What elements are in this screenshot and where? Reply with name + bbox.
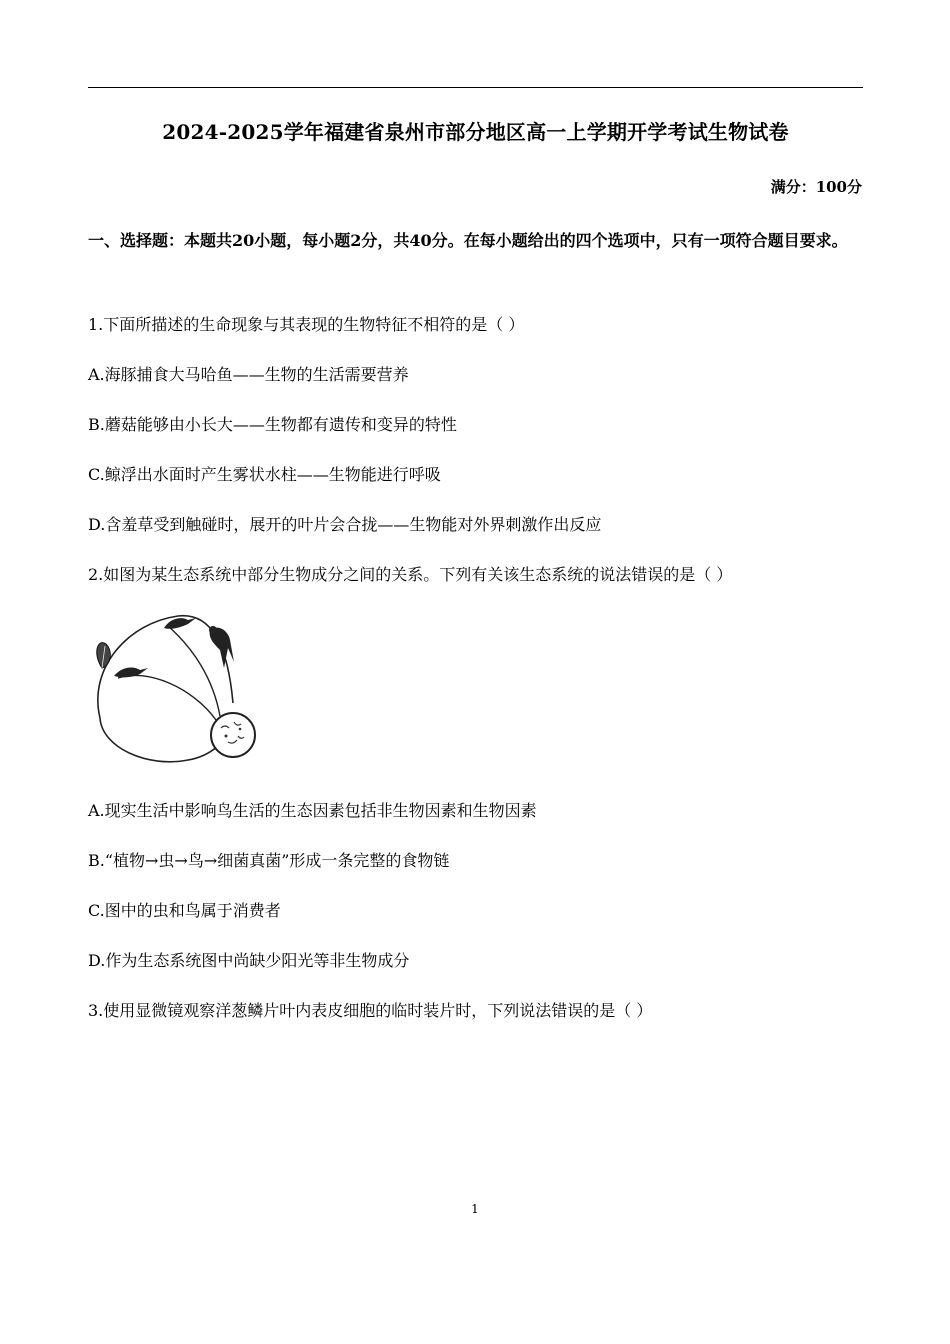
question-3-stem: 3.使用显微镜观察洋葱鳞片叶内表皮细胞的临时装片时，下列说法错误的是（ ） (88, 1001, 653, 1020)
question-1-option-b: B.蘑菇能够由小长大——生物都有遗传和变异的特性 (88, 415, 457, 434)
full-score: 满分：100分 (770, 178, 862, 196)
page-number: 1 (471, 1202, 479, 1216)
header-rule (88, 87, 863, 88)
question-1-option-d: D.含羞草受到触碰时，展开的叶片会合拢——生物能对外界刺激作出反应 (88, 515, 602, 534)
question-2-option-c: C.图中的虫和鸟属于消费者 (88, 901, 281, 920)
section-heading: 一、选择题：本题共20小题，每小题2分，共40分。在每小题给出的四个选项中，只有一项符合题目要求。 (88, 231, 848, 250)
question-1-option-c: C.鲸浮出水面时产生雾状水柱——生物能进行呼吸 (88, 465, 441, 484)
ecosystem-figure (88, 608, 268, 780)
question-2-option-a: A.现实生活中影响鸟生活的生态因素包括非生物因素和生物因素 (88, 801, 537, 820)
question-2-option-b: B.“植物→虫→鸟→细菌真菌”形成一条完整的食物链 (88, 851, 450, 870)
page-title: 2024-2025学年福建省泉州市部分地区高一上学期开学考试生物试卷 (162, 120, 789, 144)
question-2-stem: 2.如图为某生态系统中部分生物成分之间的关系。下列有关该生态系统的说法错误的是（ ） (88, 565, 733, 584)
question-2-option-d: D.作为生态系统图中尚缺少阳光等非生物成分 (88, 951, 410, 970)
question-1-option-a: A.海豚捕食大马哈鱼——生物的生活需要营养 (88, 365, 409, 384)
question-1-stem: 1.下面所描述的生命现象与其表现的生物特征不相符的是（ ） (88, 315, 525, 334)
